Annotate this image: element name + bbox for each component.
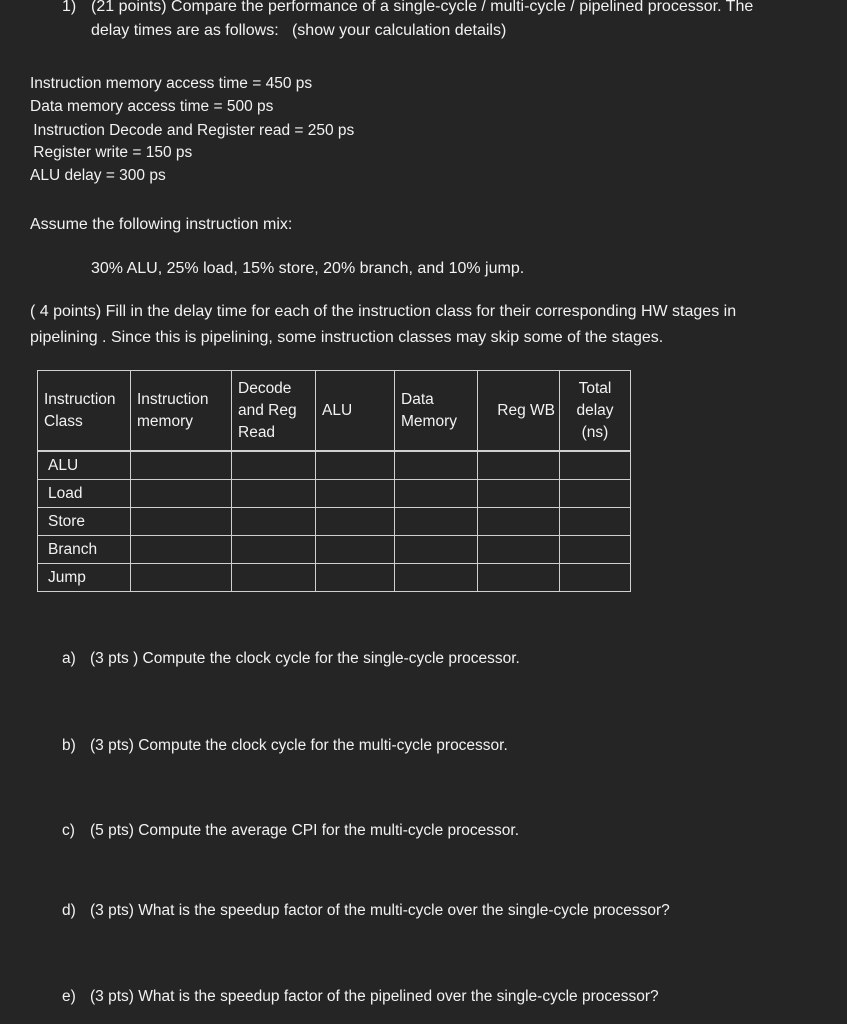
row-label: Load bbox=[38, 480, 131, 508]
cell-total-delay[interactable] bbox=[560, 480, 631, 508]
header-instruction-memory: Instruction memory bbox=[131, 371, 232, 452]
pipeline-task-line-1: ( 4 points) Fill in the delay time for each of the instruction class for their corresponding HW stages in bbox=[30, 303, 737, 320]
cell-alu[interactable] bbox=[316, 451, 395, 480]
cell-decode-reg-read[interactable] bbox=[232, 508, 316, 536]
subquestion-label: c) bbox=[62, 822, 75, 839]
delay-instruction-memory: Instruction memory access time = 450 ps bbox=[30, 75, 313, 92]
cell-decode-reg-read[interactable] bbox=[232, 451, 316, 480]
cell-decode-reg-read[interactable] bbox=[232, 480, 316, 508]
cell-data-memory[interactable] bbox=[395, 451, 478, 480]
cell-total-delay[interactable] bbox=[560, 564, 631, 592]
cell-reg-wb[interactable] bbox=[478, 564, 560, 592]
row-label: Jump bbox=[38, 564, 131, 592]
pipeline-stage-table bbox=[37, 370, 631, 592]
header-reg-wb: Reg WB bbox=[478, 371, 560, 452]
cell-alu[interactable] bbox=[316, 480, 395, 508]
cell-data-memory[interactable] bbox=[395, 564, 478, 592]
delay-register-write: Register write = 150 ps bbox=[29, 144, 193, 161]
table-row-store bbox=[38, 508, 631, 536]
subquestion-label: b) bbox=[62, 737, 76, 754]
subquestion-d bbox=[62, 902, 670, 920]
subquestion-label: a) bbox=[62, 650, 76, 667]
question-text-line-1: (21 points) Compare the performance of a single-cycle / multi-cycle / pipelined processor. The bbox=[91, 0, 754, 15]
cell-alu[interactable] bbox=[316, 536, 395, 564]
subquestion-a bbox=[62, 650, 520, 668]
cell-data-memory[interactable] bbox=[395, 536, 478, 564]
header-total-delay: Total delay (ns) bbox=[560, 371, 631, 452]
cell-alu[interactable] bbox=[316, 564, 395, 592]
cell-instruction-memory[interactable] bbox=[131, 451, 232, 480]
cell-instruction-memory[interactable] bbox=[131, 564, 232, 592]
table-header-row bbox=[38, 371, 631, 452]
cell-instruction-memory[interactable] bbox=[131, 480, 232, 508]
delay-alu: ALU delay = 300 ps bbox=[30, 167, 166, 184]
question-text-line-2: delay times are as follows: (show your calculation details) bbox=[91, 22, 507, 39]
instruction-mix: 30% ALU, 25% load, 15% store, 20% branch, and 10% jump. bbox=[91, 260, 525, 277]
delay-data-memory: Data memory access time = 500 ps bbox=[30, 98, 274, 115]
cell-instruction-memory[interactable] bbox=[131, 536, 232, 564]
table-row-load bbox=[38, 480, 631, 508]
question-number: 1) bbox=[62, 0, 77, 15]
subquestion-text: (3 pts) What is the speedup factor of the pipelined over the single-cycle processor? bbox=[90, 988, 659, 1005]
cell-reg-wb[interactable] bbox=[478, 536, 560, 564]
cell-total-delay[interactable] bbox=[560, 508, 631, 536]
delay-decode-register-read: Instruction Decode and Register read = 250 ps bbox=[29, 122, 355, 139]
cell-decode-reg-read[interactable] bbox=[232, 564, 316, 592]
cell-data-memory[interactable] bbox=[395, 480, 478, 508]
header-instruction-class: Instruction Class bbox=[38, 371, 131, 452]
row-label: Store bbox=[38, 508, 131, 536]
cell-reg-wb[interactable] bbox=[478, 508, 560, 536]
subquestion-label: d) bbox=[62, 902, 76, 919]
table-row-jump bbox=[38, 564, 631, 592]
header-data-memory: Data Memory bbox=[395, 371, 478, 452]
subquestion-text: (5 pts) Compute the average CPI for the multi-cycle processor. bbox=[90, 822, 520, 839]
cell-instruction-memory[interactable] bbox=[131, 508, 232, 536]
subquestion-text: (3 pts) Compute the clock cycle for the multi-cycle processor. bbox=[90, 737, 508, 754]
subquestion-e bbox=[62, 988, 659, 1006]
header-alu: ALU bbox=[316, 371, 395, 452]
subquestion-label: e) bbox=[62, 988, 76, 1005]
subquestion-c bbox=[62, 822, 519, 840]
subquestion-text: (3 pts) What is the speedup factor of the multi-cycle over the single-cycle processor? bbox=[90, 902, 670, 919]
cell-total-delay[interactable] bbox=[560, 536, 631, 564]
cell-total-delay[interactable] bbox=[560, 451, 631, 480]
mix-intro: Assume the following instruction mix: bbox=[30, 216, 293, 233]
header-decode-reg-read: Decode and Reg Read bbox=[232, 371, 316, 452]
subquestion-text: (3 pts ) Compute the clock cycle for the single-cycle processor. bbox=[90, 650, 520, 667]
pipeline-task-line-2: pipelining . Since this is pipelining, some instruction classes may skip some of the stages. bbox=[30, 329, 664, 346]
table-row-alu bbox=[38, 451, 631, 480]
row-label: Branch bbox=[38, 536, 131, 564]
cell-alu[interactable] bbox=[316, 508, 395, 536]
subquestion-b bbox=[62, 737, 508, 755]
table-row-branch bbox=[38, 536, 631, 564]
cell-reg-wb[interactable] bbox=[478, 451, 560, 480]
cell-data-memory[interactable] bbox=[395, 508, 478, 536]
row-label: ALU bbox=[38, 451, 131, 480]
cell-reg-wb[interactable] bbox=[478, 480, 560, 508]
cell-decode-reg-read[interactable] bbox=[232, 536, 316, 564]
